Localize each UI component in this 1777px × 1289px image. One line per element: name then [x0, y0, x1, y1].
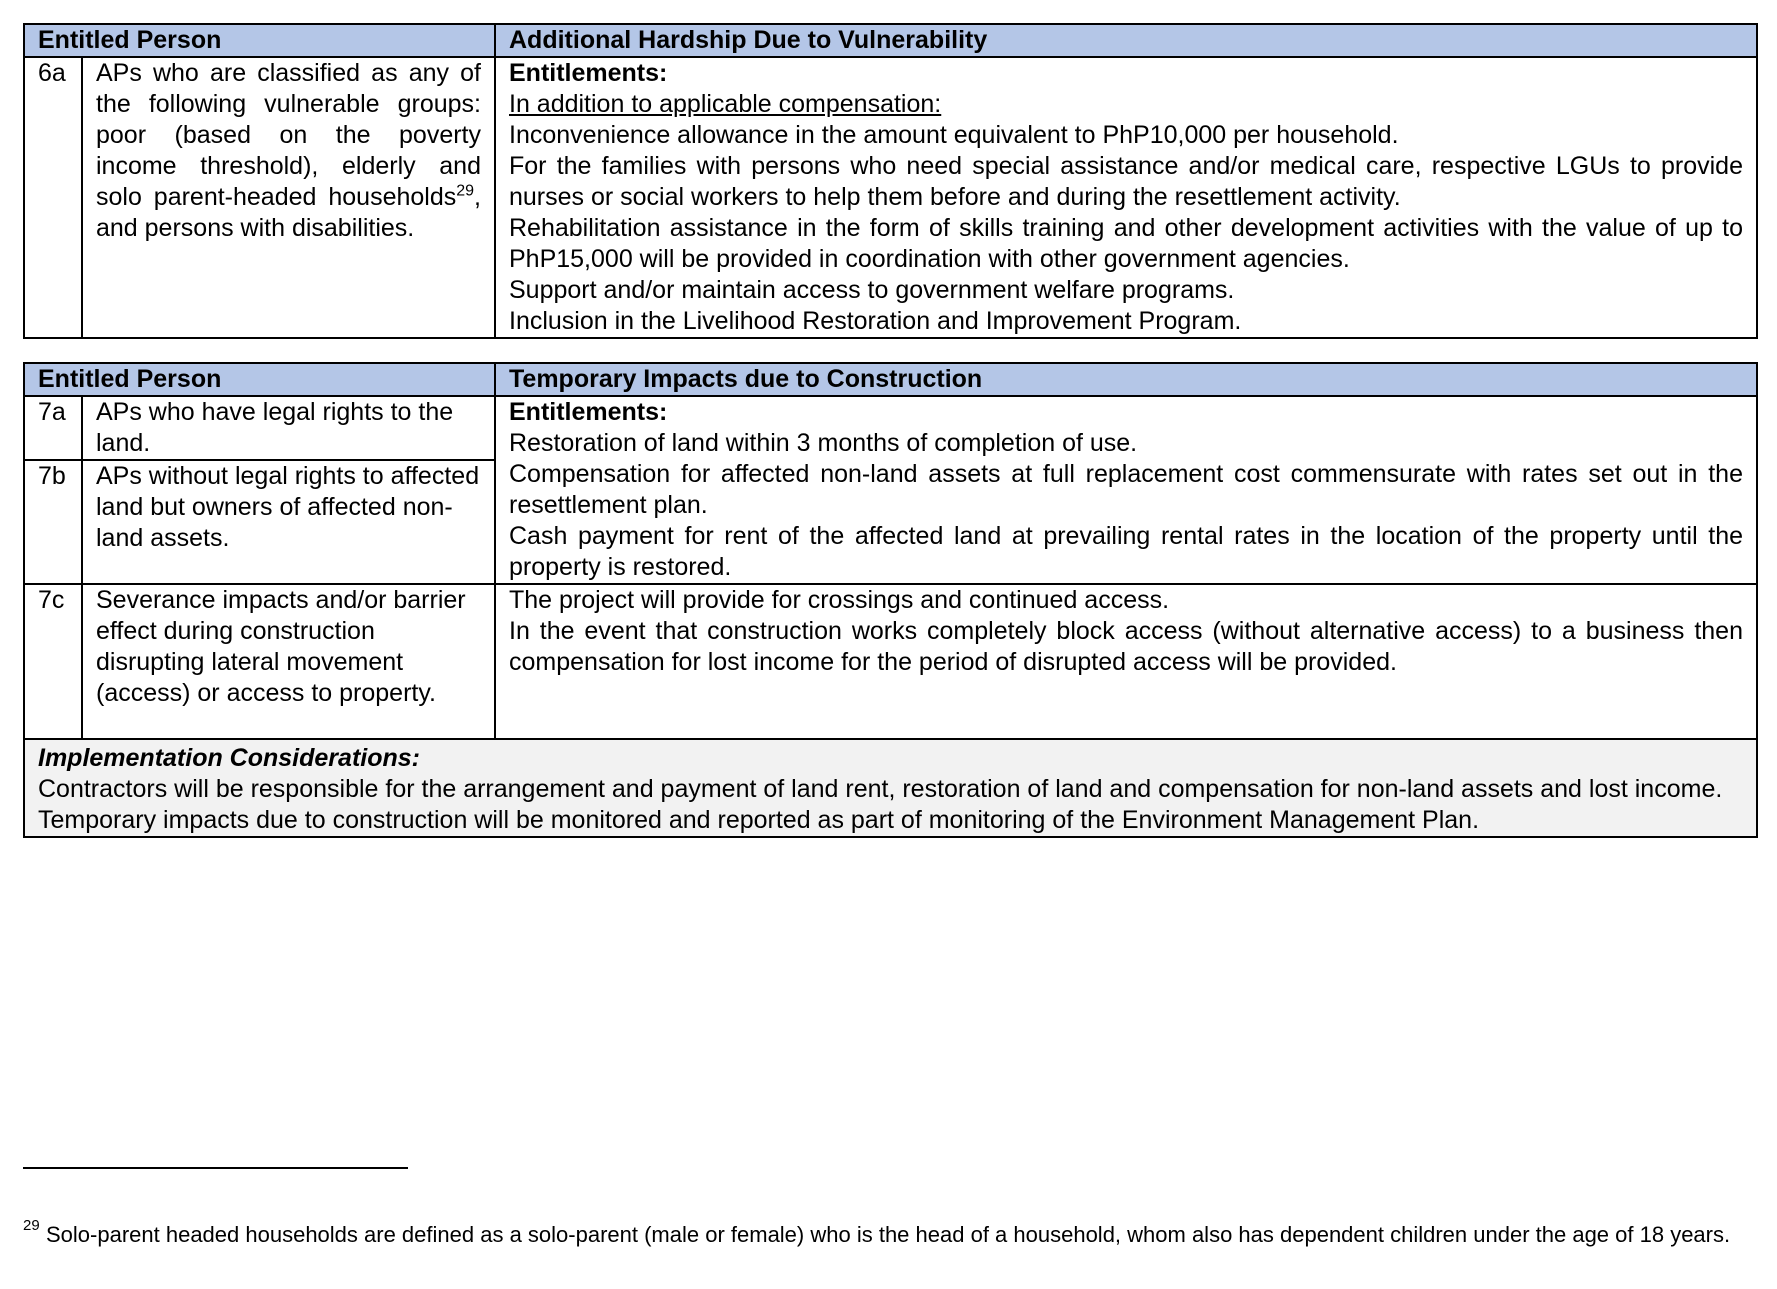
header-entitled-person: Entitled Person	[24, 363, 495, 396]
entitlements-cell	[495, 57, 1757, 338]
entitlement-line: Rehabilitation assistance in the form of skills training and other development activities with the value of up to PhP15,000 will be provided in coordination with other government agencies.	[509, 214, 1743, 273]
row-id: 7a	[24, 396, 82, 460]
implementation-line: Contractors will be responsible for the arrangement and payment of land rent, restoration of land and compensation for non-land assets and lost income.	[38, 775, 1723, 803]
entitlements-cell	[495, 396, 1757, 584]
header-entitled-person: Entitled Person	[24, 24, 495, 57]
entitled-person-cell: Severance impacts and/or barrier effect during construction disrupting lateral movement (access) or access to property.	[82, 584, 495, 739]
entitlement-line: Cash payment for rent of the affected land at prevailing rental rates in the location of the property until the property is restored.	[509, 522, 1743, 581]
implementation-title: Implementation Considerations:	[38, 744, 420, 772]
header-temporary-impacts: Temporary Impacts due to Construction	[495, 363, 1757, 396]
entitlement-line: The project will provide for crossings and continued access.	[509, 586, 1170, 614]
temporary-impacts-table	[23, 362, 1758, 838]
entitlement-line: Inconvenience allowance in the amount equivalent to PhP10,000 per household.	[509, 121, 1399, 149]
row-id: 6a	[24, 57, 82, 338]
implementation-row	[24, 739, 1757, 837]
entitlement-line: In the event that construction works completely block access (without alternative access) to a business then compensation for lost income for the period of disrupted access will be provided.	[509, 617, 1743, 676]
person-text-after: , and persons with disabilities.	[96, 183, 481, 242]
implementation-line: Temporary impacts due to construction will be monitored and reported as part of monitoring of the Environment Management Plan.	[38, 806, 1480, 834]
footnote-ref: 29	[456, 182, 475, 200]
entitlements-subheading: In addition to applicable compensation:	[509, 90, 942, 118]
entitlements-label: Entitlements:	[509, 398, 668, 426]
table-header-row	[24, 24, 1757, 57]
footnote	[23, 1217, 1743, 1249]
entitled-person-cell: APs without legal rights to affected land but owners of affected non-land assets.	[82, 460, 495, 584]
table-row	[24, 57, 1757, 338]
header-hardship: Additional Hardship Due to Vulnerability	[495, 24, 1757, 57]
vulnerability-entitlement-table	[23, 23, 1758, 339]
footnote-separator	[23, 1167, 408, 1169]
table-row	[24, 396, 1757, 460]
entitlement-line: Compensation for affected non-land assets at full replacement cost commensurate with rates set out in the resettlement plan.	[509, 460, 1743, 519]
row-id: 7b	[24, 460, 82, 584]
entitlements-cell	[495, 584, 1757, 739]
entitlement-line: Restoration of land within 3 months of completion of use.	[509, 429, 1138, 457]
entitlement-line: Support and/or maintain access to government welfare programs.	[509, 276, 1235, 304]
footnote-mark: 29	[23, 1217, 40, 1234]
implementation-considerations-cell	[24, 739, 1757, 837]
entitled-person-cell: APs who have legal rights to the land.	[82, 396, 495, 460]
entitlement-line: For the families with persons who need special assistance and/or medical care, respective LGUs to provide nurses or social workers to help them before and during the resettlement activity.	[509, 152, 1743, 211]
entitlement-line: Inclusion in the Livelihood Restoration and Improvement Program.	[509, 307, 1242, 335]
table-header-row	[24, 363, 1757, 396]
entitlements-label: Entitlements:	[509, 59, 668, 87]
entitled-person-cell	[82, 57, 495, 338]
person-text: APs who are classified as any of the following vulnerable groups: poor (based on the poverty income threshold), elderly and solo parent-headed households	[96, 59, 481, 211]
row-id: 7c	[24, 584, 82, 739]
footnote-text: Solo-parent headed households are defined as a solo-parent (male or female) who is the head of a household, whom also has dependent children under the age of 18 years.	[46, 1222, 1731, 1247]
table-row	[24, 584, 1757, 739]
